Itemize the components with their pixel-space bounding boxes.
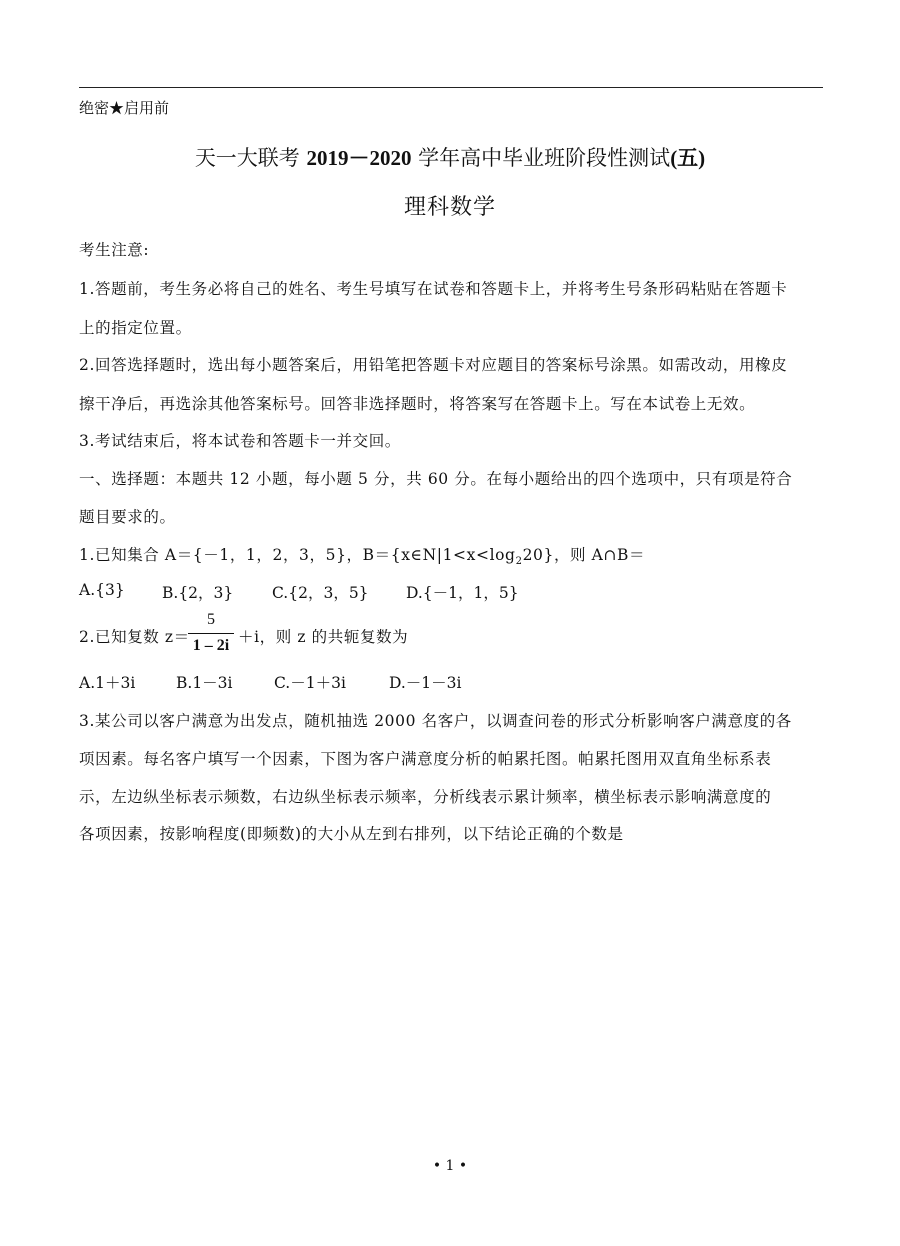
title-part-1: 天一大联考 <box>194 146 307 170</box>
q1-stem-part-b: 20}，则 A∩B＝ <box>522 546 646 564</box>
q2-stem-part-a: 2.已知复数 z＝ <box>79 628 190 646</box>
q2-option-c: C.－1＋3i <box>274 674 346 692</box>
q2-stem-part-b: ＋i，则 z 的共轭复数为 <box>238 628 409 646</box>
notice-item-2-line-1: 2.回答选择题时，选出每小题答案后，用铅笔把答题卡对应题目的答案标号涂黑。如需改动，用橡皮 <box>79 356 788 374</box>
header-rule <box>79 87 823 88</box>
q1-stem-part-a: 1.已知集合 A＝{－1，1，2，3，5}，B＝{x∈N|1<x<log <box>79 546 516 564</box>
section-1-line-2: 题目要求的。 <box>79 508 176 526</box>
notice-item-1-line-1: 1.答题前，考生务必将自己的姓名、考生号填写在试卷和答题卡上，并将考生号条形码粘贴在答题卡 <box>79 280 788 298</box>
page-number: • 1 • <box>432 1158 468 1174</box>
notice-heading: 考生注意: <box>79 241 150 259</box>
confidential-label: 绝密★启用前 <box>79 99 170 117</box>
question-1-stem <box>79 543 645 567</box>
q1-option-b: B.{2，3} <box>162 584 234 602</box>
q2-option-a: A.1＋3i <box>79 674 136 692</box>
q3-line-1: 3.某公司以客户满意为出发点，随机抽选 2000 名客户，以调查问卷的形式分析影响客户满意度的各 <box>79 712 792 730</box>
exam-title <box>0 142 900 172</box>
q2-fraction <box>186 611 236 655</box>
title-number: (五) <box>670 146 706 170</box>
subject-title: 理科数学 <box>403 195 496 220</box>
q2-fraction-numerator: 5 <box>207 611 215 628</box>
title-years: 2019－2020 <box>306 146 412 170</box>
q1-option-c: C.{2，3，5} <box>272 584 369 602</box>
title-part-2: 学年高中毕业班阶段性测试 <box>411 146 671 170</box>
q3-line-4: 各项因素，按影响程度(即频数)的大小从左到右排列，以下结论正确的个数是 <box>79 825 624 843</box>
q1-option-d: D.{－1，1，5} <box>406 584 519 602</box>
notice-item-2-line-2: 擦干净后，再选涂其他答案标号。回答非选择题时，将答案写在答题卡上。写在本试卷上无效。 <box>79 395 756 413</box>
q3-line-2: 项因素。每名客户填写一个因素，下图为客户满意度分析的帕累托图。帕累托图用双直角坐标系表 <box>79 750 772 768</box>
q3-line-3: 示，左边纵坐标表示频数，右边纵坐标表示频率，分析线表示累计频率，横坐标表示影响满意度的 <box>79 788 772 806</box>
section-1-line-1: 一、选择题：本题共 12 小题，每小题 5 分，共 60 分。在每小题给出的四个选项中，只有项是符合 <box>79 470 793 488</box>
notice-item-1-line-2: 上的指定位置。 <box>79 319 192 337</box>
q1-option-a: A.{3} <box>79 581 125 599</box>
notice-item-3: 3.考试结束后，将本试卷和答题卡一并交回。 <box>79 432 401 450</box>
q2-option-d: D.－1－3i <box>389 674 462 692</box>
q1-log-base: 2 <box>515 556 523 568</box>
q2-fraction-denominator: 1 – 2i <box>192 637 230 654</box>
q2-option-b: B.1－3i <box>176 674 233 692</box>
